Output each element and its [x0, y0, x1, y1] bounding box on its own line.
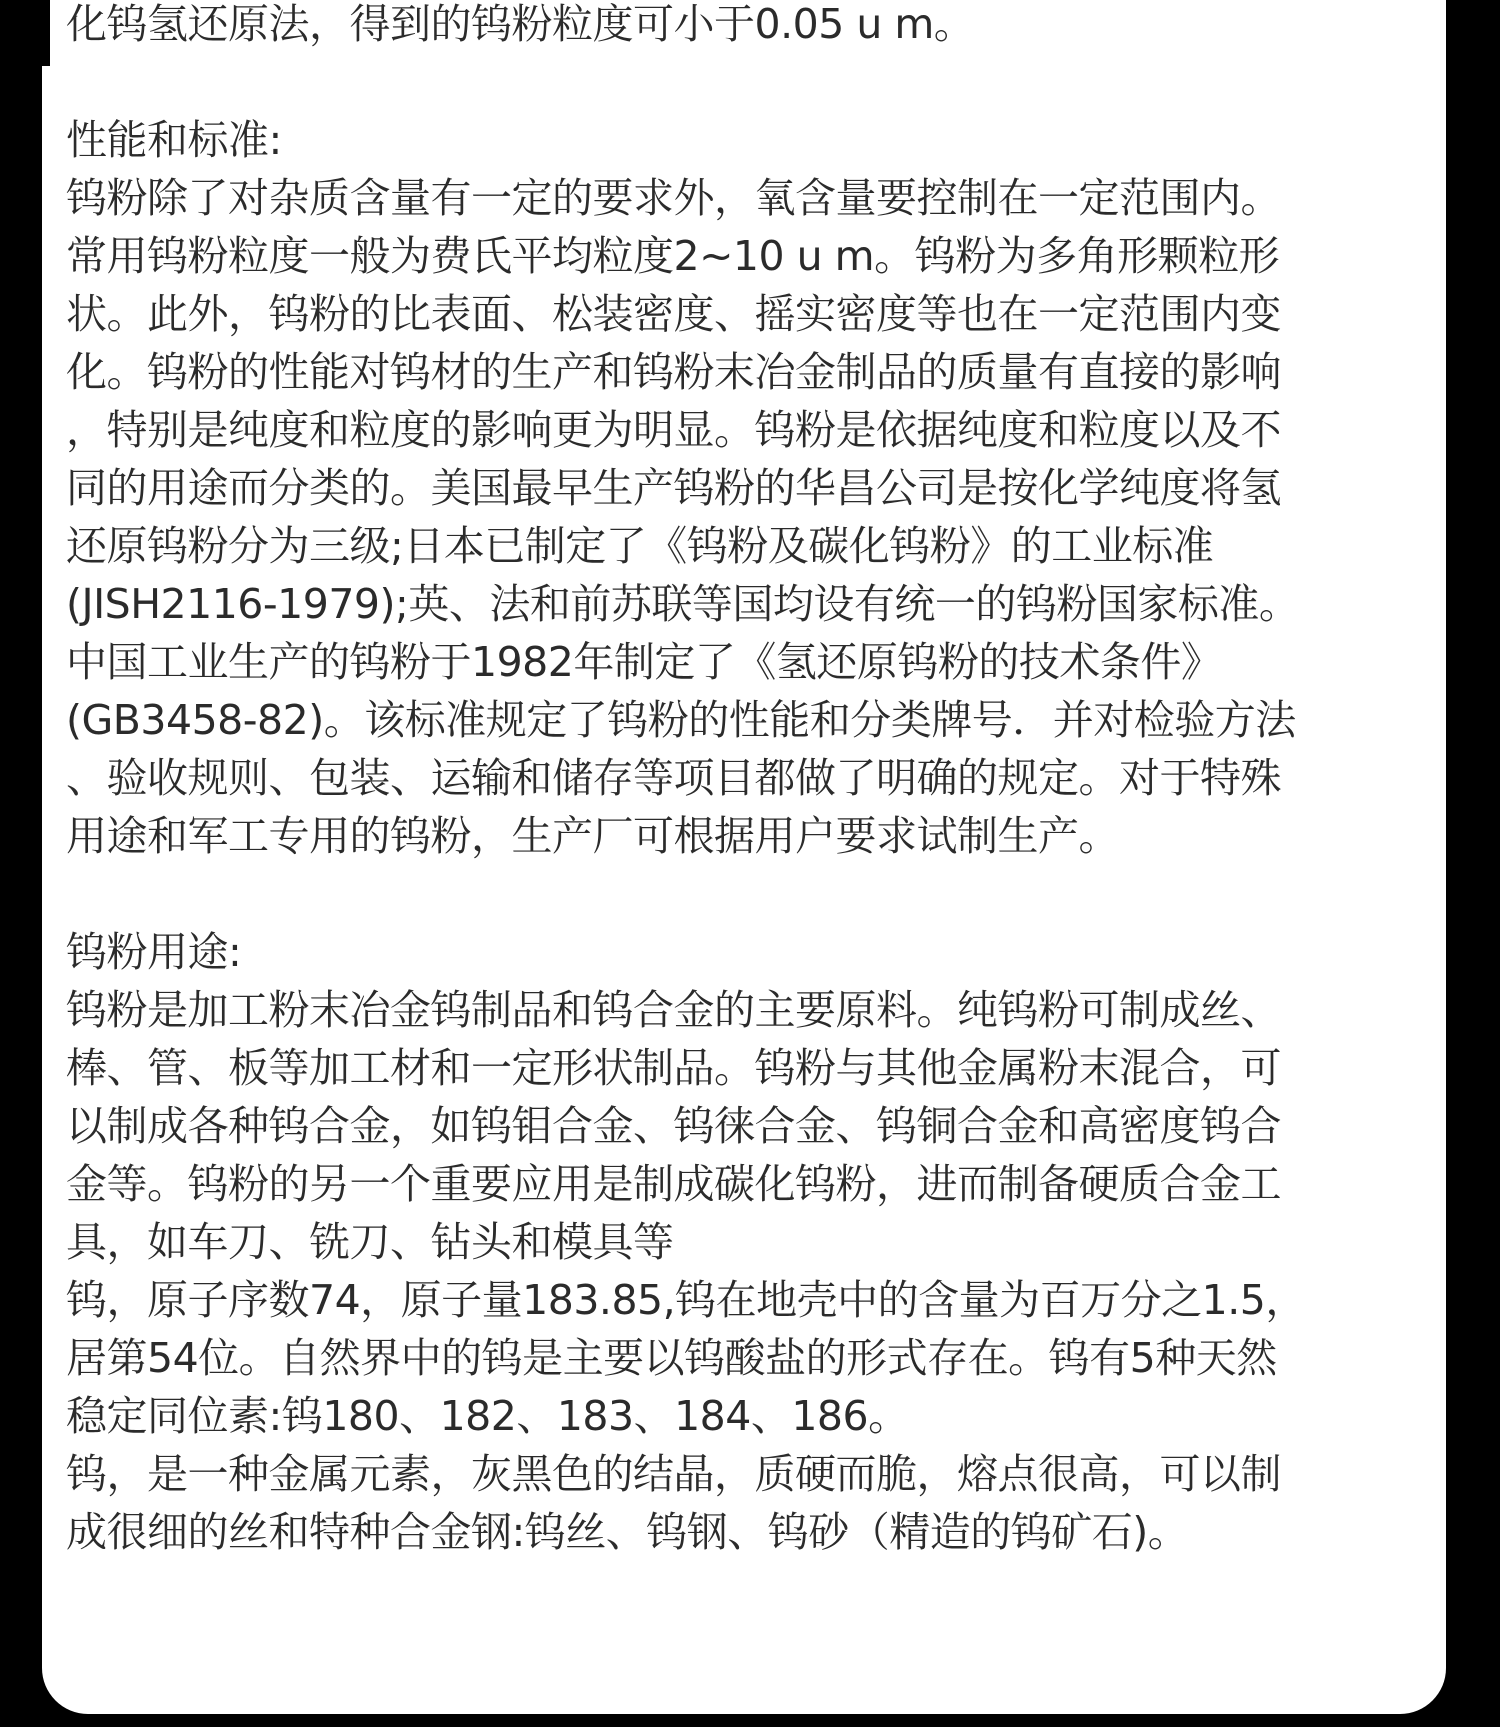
- performance-line: 化。钨粉的性能对钨材的生产和钨粉末冶金制品的质量有直接的影响: [66, 348, 1281, 396]
- spacer: [66, 53, 1426, 111]
- spacer: [66, 865, 1426, 923]
- performance-line: 中国工业生产的钨粉于1982年制定了《氢还原钨粉的技术条件》: [66, 638, 1222, 686]
- usage-line: 居第54位。自然界中的钨是主要以钨酸盐的形式存在。钨有5种天然: [66, 1334, 1277, 1382]
- usage-line: 成很细的丝和特种合金钢:钨丝、钨钢、钨砂（精造的钨矿石)。: [66, 1508, 1189, 1556]
- performance-line: 同的用途而分类的。美国最早生产钨粉的华昌公司是按化学纯度将氢: [66, 464, 1281, 512]
- intro-tail-line: 化钨氢还原法，得到的钨粉粒度可小于0.05 u m。: [66, 0, 975, 48]
- usage-line: 具，如车刀、铣刀、钻头和模具等: [66, 1218, 674, 1266]
- performance-line: 还原钨粉分为三级;日本已制定了《钨粉及碳化钨粉》的工业标准: [66, 522, 1214, 570]
- article-text: [66, 0, 1426, 1561]
- usage-line: 金等。钨粉的另一个重要应用是制成碳化钨粉，进而制备硬质合金工: [66, 1160, 1281, 1208]
- performance-heading: 性能和标准:: [66, 116, 282, 164]
- usage-heading: 钨粉用途:: [66, 928, 242, 976]
- performance-line: (JISH2116-1979);英、法和前苏联等国均设有统一的钨粉国家标准。: [66, 580, 1300, 628]
- usage-line: 稳定同位素:钨180、182、183、184、186。: [66, 1392, 909, 1440]
- performance-line: 用途和军工专用的钨粉，生产厂可根据用户要求试制生产。: [66, 812, 1119, 860]
- usage-line: 钨，原子序数74，原子量183.85,钨在地壳中的含量为百万分之1.5，: [66, 1276, 1306, 1324]
- performance-line: ，特别是纯度和粒度的影响更为明显。钨粉是依据纯度和粒度以及不: [66, 406, 1281, 454]
- performance-line: (GB3458-82)。该标准规定了钨粉的性能和分类牌号．并对检验方法: [66, 696, 1296, 744]
- usage-line: 钨粉是加工粉末冶金钨制品和钨合金的主要原料。纯钨粉可制成丝、: [66, 986, 1281, 1034]
- usage-line: 棒、管、板等加工材和一定形状制品。钨粉与其他金属粉末混合，可: [66, 1044, 1281, 1092]
- usage-line: 钨，是一种金属元素，灰黑色的结晶，质硬而脆，熔点很高，可以制: [66, 1450, 1281, 1498]
- usage-line: 以制成各种钨合金，如钨钼合金、钨徕合金、钨铜合金和高密度钨合: [66, 1102, 1281, 1150]
- performance-line: 常用钨粉粒度一般为费氏平均粒度2~10 u m。钨粉为多角形颗粒形: [66, 232, 1280, 280]
- performance-line: 状。此外，钨粉的比表面、松装密度、摇实密度等也在一定范围内变: [66, 290, 1281, 338]
- performance-line: 钨粉除了对杂质含量有一定的要求外，氧含量要控制在一定范围内。: [66, 174, 1281, 222]
- performance-line: 、验收规则、包装、运输和储存等项目都做了明确的规定。对于特殊: [66, 754, 1281, 802]
